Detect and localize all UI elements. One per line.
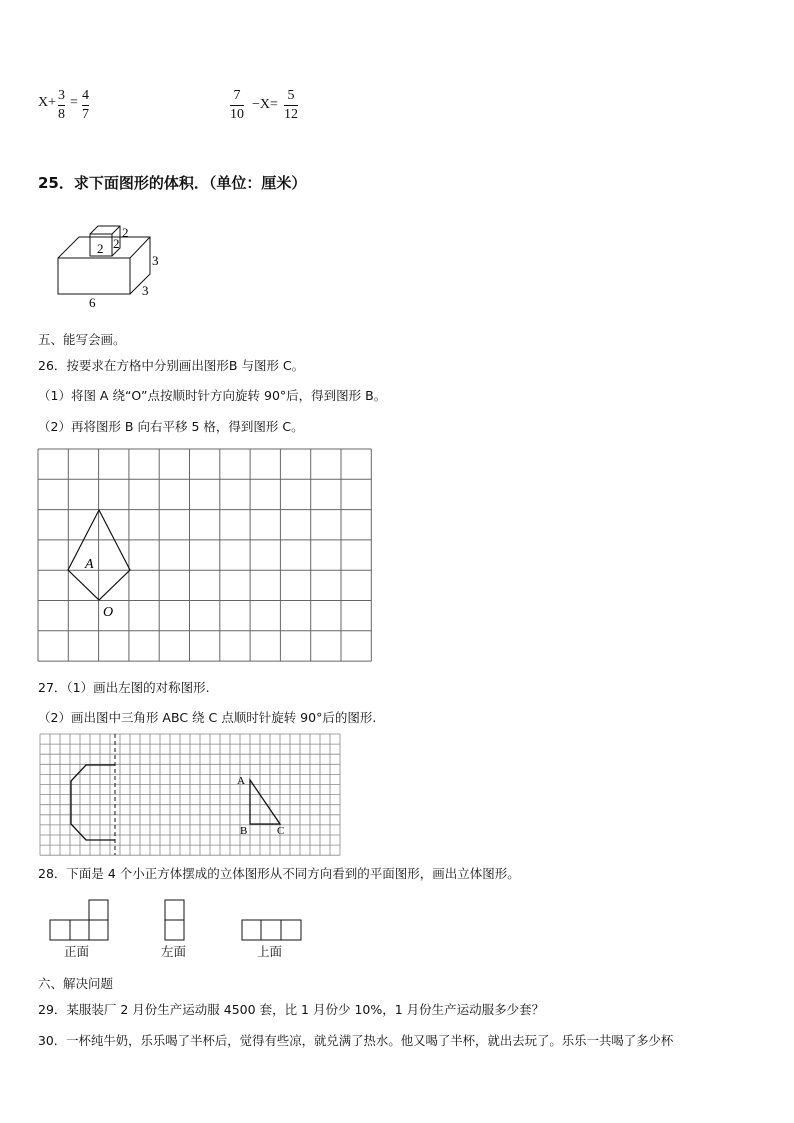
length-label: 6: [89, 295, 96, 310]
denominator: 7: [82, 107, 89, 122]
top-view-cell: [281, 920, 301, 940]
label-a: A: [85, 557, 94, 572]
small-front-label: 2: [97, 241, 104, 256]
label-a: A: [237, 775, 245, 787]
denominator: 10: [230, 107, 244, 122]
small-side-label-b: 2: [113, 236, 120, 251]
front-view-cell: [50, 920, 70, 940]
numerator: 4: [82, 88, 89, 103]
height-label: 3: [152, 253, 159, 268]
label-c: C: [277, 825, 285, 837]
eq2-minus-x-equals: −X=: [252, 97, 278, 112]
numerator: 3: [58, 88, 65, 103]
q28-title: 28．下面是 4 个小正方体摆成的立体图形从不同方向看到的平面图形，画出立体图形。: [38, 866, 520, 881]
label-o: O: [103, 605, 114, 620]
top-view-cell: [261, 920, 281, 940]
front-view-cell: [89, 920, 108, 940]
front-view-cell: [70, 920, 89, 940]
eq1-x-plus: X+: [38, 95, 57, 110]
q26-line-2: （2）再将图形 B 向右平移 5 格，得到图形 C。: [38, 419, 304, 434]
depth-label: 3: [142, 283, 149, 298]
q27-line-1: 27．（1）画出左图的对称图形.: [38, 680, 210, 695]
q26-line-1: （1）将图 A 绕“O”点按顺时针方向旋转 90°后，得到图形 B。: [38, 388, 387, 403]
q30-text: 30．一杯纯牛奶，乐乐喝了半杯后，觉得有些凉，就兑满了热水。他又喝了半杯，就出去玩了。乐乐一共喝了多少杯: [38, 1033, 674, 1048]
numerator: 7: [233, 88, 241, 103]
denominator: 8: [58, 107, 65, 122]
left-view-cell: [165, 900, 184, 920]
q26-title: 26．按要求在方格中分别画出图形B 与图形 C。: [38, 358, 305, 373]
q27-line-2: （2）画出图中三角形 ABC 绕 C 点顺时针旋转 90°后的图形.: [38, 710, 377, 725]
label-b: B: [240, 825, 248, 837]
view-label-left: 左面: [161, 944, 187, 959]
numerator: 5: [287, 88, 295, 103]
section-5-heading: 五、能写会画。: [38, 332, 126, 347]
view-label-front: 正面: [64, 944, 90, 959]
q29-text: 29．某服装厂 2 月份生产运动服 4500 套，比 1 月份少 10%，1 月份生产运动服多少套？: [38, 1002, 545, 1017]
eq1-equals: =: [70, 95, 78, 110]
front-view-cell: [89, 900, 108, 920]
q25-title: 25．求下面图形的体积．（单位：厘米）: [38, 174, 307, 192]
view-label-top: 上面: [257, 944, 283, 959]
top-view-cell: [242, 920, 261, 940]
denominator: 12: [284, 107, 298, 122]
section-6-heading: 六、解决问题: [38, 976, 114, 991]
small-side-label-a: 2: [122, 225, 129, 240]
left-view-cell: [165, 920, 184, 940]
